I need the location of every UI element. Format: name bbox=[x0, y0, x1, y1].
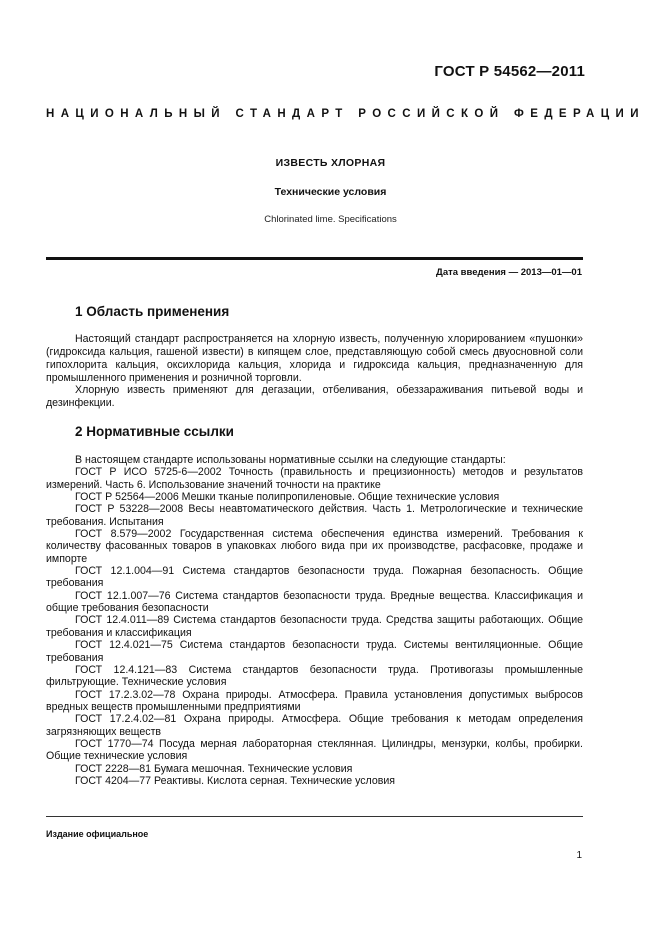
reference-item: ГОСТ 2228—81 Бумага мешочная. Технические условия bbox=[75, 762, 353, 775]
reference-item: ГОСТ 17.2.3.02—78 Охрана природы. Атмосфера. Правила установления допустимых выбросов вредных веществ промышленными предприятиями bbox=[46, 688, 583, 713]
reference-item: ГОСТ 12.4.121—83 Система стандартов безопасности труда. Противогазы промышленные фильтрующие. Технические условия bbox=[46, 663, 583, 689]
footer-divider bbox=[46, 816, 583, 817]
reference-item: ГОСТ Р ИСО 5725-6—2002 Точность (правильность и прецизионность) методов и результатов измерений. Часть 6. Использование значений точности на практике bbox=[46, 466, 583, 491]
reference-item: ГОСТ 4204—77 Реактивы. Кислота серная. Технические условия bbox=[75, 774, 396, 787]
reference-item: ГОСТ 12.4.021—75 Система стандартов безопасности труда. Системы вентиляционные. Общие требования bbox=[46, 639, 583, 664]
section-1-heading: 1 Область применения bbox=[75, 304, 230, 319]
national-standard-banner: НАЦИОНАЛЬНЫЙ СТАНДАРТ РОССИЙСКОЙ ФЕДЕРАЦИИ bbox=[46, 108, 645, 120]
reference-item: ГОСТ 12.1.004—91 Система стандартов безопасности труда. Пожарная безопасность. Общие требования bbox=[46, 565, 583, 590]
reference-item: ГОСТ 12.1.007—76 Система стандартов безопасности труда. Вредные вещества. Классификация и общие требования безопасности bbox=[46, 589, 583, 615]
references-intro: В настоящем стандарте использованы нормативные ссылки на следующие стандарты: bbox=[75, 454, 506, 466]
official-edition-label: Издание официальное bbox=[46, 829, 149, 839]
title-divider bbox=[46, 257, 583, 260]
reference-item: ГОСТ 1770—74 Посуда мерная лабораторная стеклянная. Цилиндры, мензурки, колбы, пробирки. Общие технические условия bbox=[46, 737, 583, 763]
document-subtitle: Технические условия bbox=[274, 186, 387, 198]
section-1-paragraph: Хлорную известь применяют для дегазации, отбеливания, обеззараживания питьевой воды и дезинфекции. bbox=[46, 384, 583, 410]
normative-references-list bbox=[46, 454, 583, 787]
document-title: ИЗВЕСТЬ ХЛОРНАЯ bbox=[275, 157, 386, 169]
document-code: ГОСТ Р 54562—2011 bbox=[434, 63, 585, 80]
reference-item: ГОСТ Р 52564—2006 Мешки тканые полипропиленовые. Общие технические условия bbox=[75, 491, 500, 504]
section-1-paragraph: Настоящий стандарт распространяется на хлорную известь, полученную хлорированием «пушонки» (гидроксида кальция, гашеной извести) в кипящем слое, представляющую собой смесь двуосновной соли гипохлорита кальция, оксихлорида кальция, хлорида и гидроксида кальция, предназначенную для промышленного применения и розничной торговли. bbox=[46, 333, 583, 385]
section-2-heading: 2 Нормативные ссылки bbox=[75, 424, 234, 439]
reference-item: ГОСТ 8.579—2002 Государственная система обеспечения единства измерений. Требования к количеству фасованных товаров в упаковках любого вида при их производстве, расфасовке, продаже и импорте bbox=[46, 528, 583, 565]
introduction-date: Дата введения — 2013—01—01 bbox=[436, 267, 582, 278]
reference-item: ГОСТ 12.4.011—89 Система стандартов безопасности труда. Средства защиты работающих. Общие требования и классификация bbox=[46, 614, 583, 639]
reference-item: ГОСТ 17.2.4.02—81 Охрана природы. Атмосфера. Общие требования к методам определения загрязняющих веществ bbox=[46, 713, 583, 738]
english-title: Chlorinated lime. Specifications bbox=[264, 214, 397, 225]
reference-item: ГОСТ Р 53228—2008 Весы неавтоматического действия. Часть 1. Метрологические и технические требования. Испытания bbox=[46, 503, 583, 528]
page-number: 1 bbox=[576, 850, 582, 861]
